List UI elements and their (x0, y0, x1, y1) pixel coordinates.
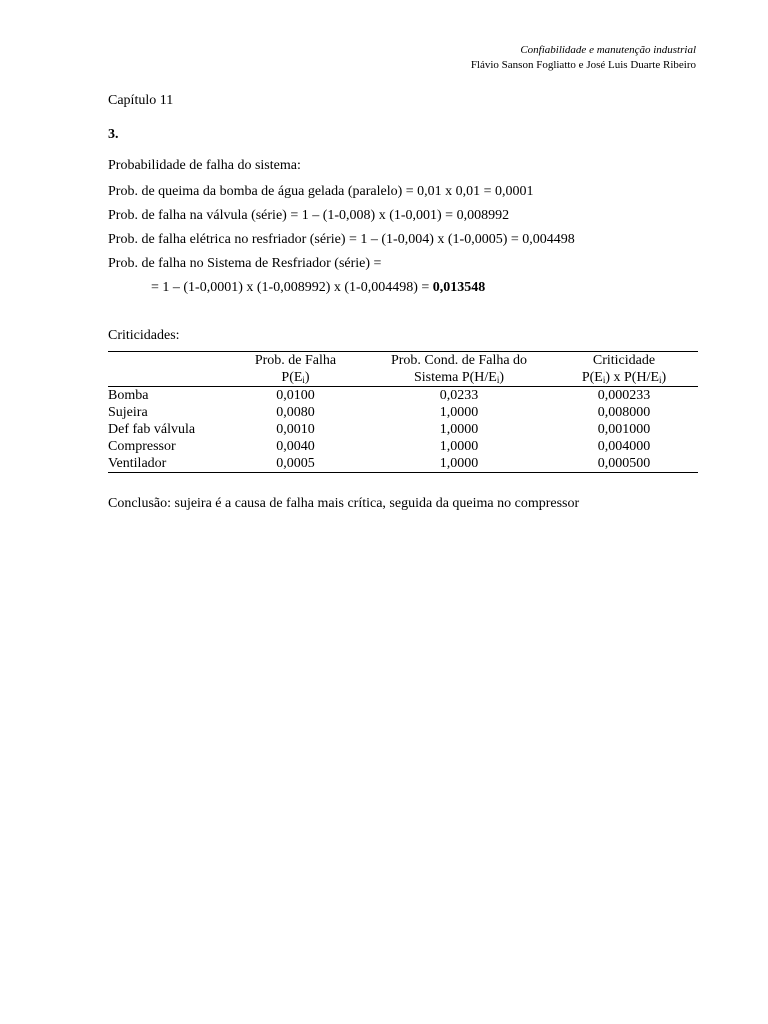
book-authors: Flávio Sanson Fogliatto e José Luis Duarte Ribeiro (470, 59, 696, 71)
row-prob-cond: 1,0000 (439, 405, 479, 420)
row-criticidade: 0,000233 (597, 388, 651, 403)
row-prob-falha: 0,0100 (276, 388, 315, 403)
table-header-row (108, 369, 698, 387)
header-phei: Sistema $P(H/E_i)$ (368, 369, 550, 387)
row-criticidade: 0,008000 (597, 405, 651, 420)
row-prob-falha: 0,0010 (276, 422, 315, 437)
header-criticidade: Criticidade (550, 352, 698, 370)
row-criticidade: 0,000500 (550, 455, 698, 473)
row-name: Compressor (108, 439, 176, 454)
criticality-table (108, 351, 698, 473)
header-pei: $P(E_i)$ (223, 369, 368, 387)
exercise-number: 3. (108, 127, 119, 142)
row-name: Sujeira (108, 405, 148, 420)
row-prob-falha: 0,0040 (276, 439, 315, 454)
table-row (108, 421, 698, 438)
row-prob-cond: 1,0000 (439, 439, 479, 454)
valve-failure-line: Prob. de falha na válvula (série) = 1 – (1-0,008) x (1-0,001) = 0,008992 (108, 208, 510, 223)
row-prob-falha: 0,0080 (276, 405, 315, 420)
system-failure-heading: Probabilidade de falha do sistema: (108, 158, 301, 173)
cooling-system-failure-line: Prob. de falha no Sistema de Resfriador (série) = (108, 256, 382, 271)
criticidades-heading: Criticidades: (108, 328, 180, 343)
table-row (108, 387, 698, 405)
row-name: Ventilador (108, 455, 223, 473)
table-row (108, 455, 698, 473)
chapter-title: Capítulo 11 (108, 93, 174, 108)
row-prob-cond: 1,0000 (368, 455, 550, 473)
row-criticidade: 0,001000 (597, 422, 651, 437)
table-row (108, 404, 698, 421)
row-prob-cond: 0,0233 (439, 388, 479, 403)
row-prob-falha: 0,0005 (223, 455, 368, 473)
header-cell-empty (108, 352, 223, 370)
electrical-failure-line: Prob. de falha elétrica no resfriador (série) = 1 – (1-0,004) x (1-0,0005) = 0,004498 (108, 232, 575, 247)
result-value: 0,013548 (432, 280, 486, 295)
row-name: Bomba (108, 388, 149, 403)
result-expression: = 1 – (1-0,0001) x (1-0,008992) x (1-0,004498) = (151, 280, 433, 295)
running-header (471, 43, 696, 73)
table-row (108, 438, 698, 455)
row-criticidade: 0,004000 (597, 439, 651, 454)
row-name: Def fab válvula (108, 422, 196, 437)
table-header-row (108, 352, 698, 370)
header-prob-cond: Prob. Cond. de Falha do (368, 352, 550, 370)
book-title: Confiabilidade e manutenção industrial (520, 44, 696, 56)
header-crit-formula: $P(E_i)$ x $P(H/E_i)$ (550, 369, 698, 387)
conclusion-text: Conclusão: sujeira é a causa de falha mais crítica, seguida da queima no compressor (108, 496, 580, 511)
cooling-system-result-line (151, 279, 485, 297)
row-prob-cond: 1,0000 (439, 422, 479, 437)
pump-failure-line: Prob. de queima da bomba de água gelada (paralelo) = 0,01 x 0,01 = 0,0001 (108, 184, 534, 199)
header-prob-falha: Prob. de Falha (223, 352, 368, 370)
header-cell-empty (108, 369, 223, 387)
